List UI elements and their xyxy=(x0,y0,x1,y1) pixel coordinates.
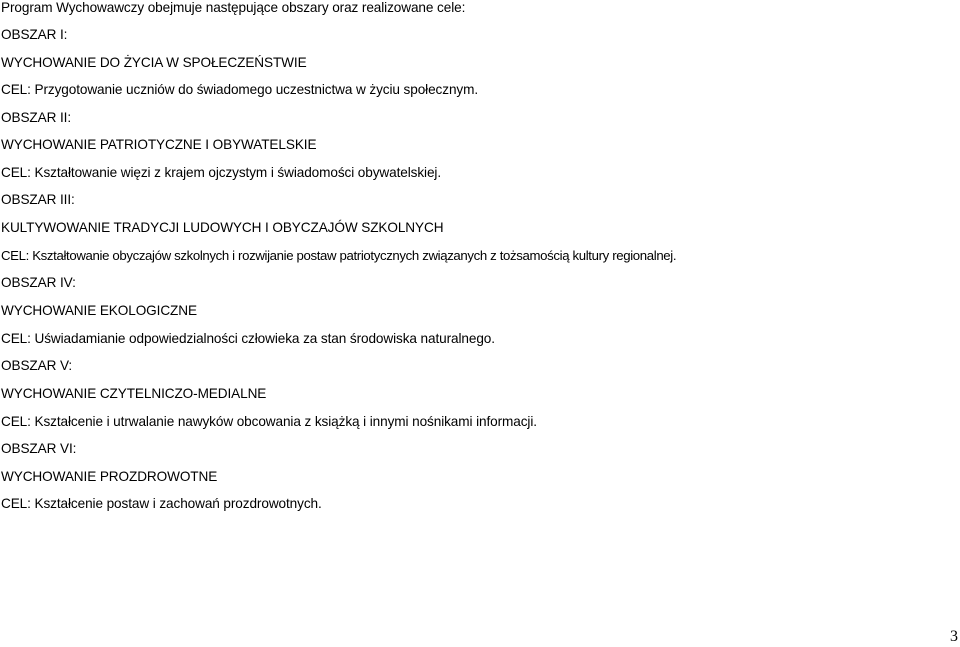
area-5-heading: OBSZAR V: xyxy=(1,358,73,373)
area-1-name: WYCHOWANIE DO ŻYCIA W SPOŁECZEŃSTWIE xyxy=(1,55,307,70)
area-1-goal: CEL: Przygotowanie uczniów do świadomego uczestnictwa w życiu społecznym. xyxy=(1,82,479,97)
page-number: 3 xyxy=(950,628,958,645)
area-5-goal: CEL: Kształcenie i utrwalanie nawyków obcowania z książką i innymi nośnikami informacji. xyxy=(1,414,537,429)
area-2-goal: CEL: Kształtowanie więzi z krajem ojczystym i świadomości obywatelskiej. xyxy=(1,165,442,180)
intro-text: Program Wychowawczy obejmuje następujące obszary oraz realizowane cele: xyxy=(1,0,466,15)
area-5-name: WYCHOWANIE CZYTELNICZO-MEDIALNE xyxy=(1,386,267,401)
area-4-heading: OBSZAR IV: xyxy=(1,275,76,290)
area-6-name: WYCHOWANIE PROZDROWOTNE xyxy=(1,469,218,484)
area-3-name: KULTYWOWANIE TRADYCJI LUDOWYCH I OBYCZAJÓW SZKOLNYCH xyxy=(1,220,444,235)
area-3-goal: CEL: Kształtowanie obyczajów szkolnych i rozwijanie postaw patriotycznych związanych z tożsamością kultury regionalnej. xyxy=(1,248,677,263)
area-4-goal: CEL: Uświadamianie odpowiedzialności człowieka za stan środowiska naturalnego. xyxy=(1,331,495,346)
area-3-heading: OBSZAR III: xyxy=(1,192,75,207)
area-1-heading: OBSZAR I: xyxy=(1,27,68,42)
area-6-heading: OBSZAR VI: xyxy=(1,441,77,456)
area-4-name: WYCHOWANIE EKOLOGICZNE xyxy=(1,303,197,318)
area-2-name: WYCHOWANIE PATRIOTYCZNE I OBYWATELSKIE xyxy=(1,137,317,152)
area-6-goal: CEL: Kształcenie postaw i zachowań prozdrowotnych. xyxy=(1,496,322,511)
area-2-heading: OBSZAR II: xyxy=(1,110,72,125)
